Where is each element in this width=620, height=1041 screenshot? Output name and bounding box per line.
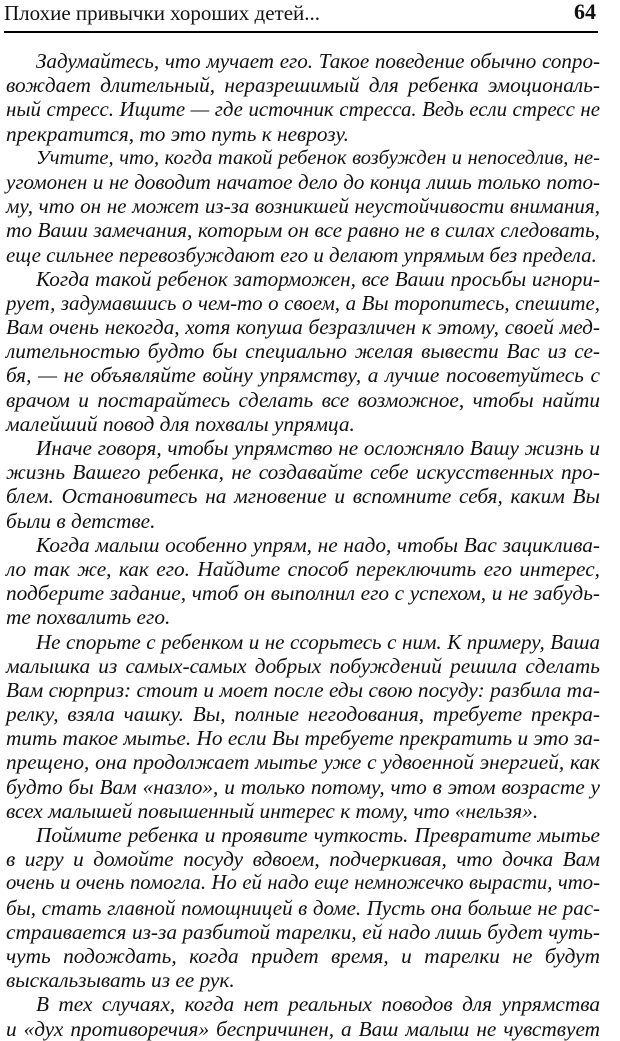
text-line: лительностью будто бы специально желая вывести Вас из се- bbox=[6, 339, 600, 364]
text-line: чуть подождать, когда придет время, и тарелки не будут bbox=[6, 943, 600, 968]
text-line: Задумайтесь, что мучает его. Такое поведение обычно сопро- bbox=[36, 49, 600, 73]
text-line: страивается из-за разбитой тарелки, ей надо лишь будет чуть- bbox=[6, 919, 600, 944]
text-line: малышка из самых-самых добрых побуждений решила сделать bbox=[6, 653, 600, 678]
text-line: были в детстве. bbox=[6, 508, 156, 533]
text-line: Когда такой ребенок заторможен, все Ваши просьбы игнори- bbox=[36, 266, 600, 291]
text-line: врачом и постарайтесь сделать все возможное, чтобы найти bbox=[6, 387, 600, 412]
text-line: му, что он не может из-за возникшей неустойчивости внимания, bbox=[6, 194, 600, 219]
text-line: очень и очень помогла. Но ей надо еще немножечко вырасти, что- bbox=[6, 872, 600, 895]
text-line: релку, взяла чашку. Вы, полные негодования, требуете прекра- bbox=[6, 702, 600, 727]
text-line: всех малышей повышенный интерес к тому, что «нельзя». bbox=[6, 798, 539, 823]
text-line: Вам очень некогда, хотя копуша безразличен к этому, своей мед- bbox=[6, 315, 600, 340]
text-line: бя, — не объявляйте войну упрямству, а лучше посоветуйтесь с bbox=[6, 363, 600, 388]
text-line: угомонен и не доводит начатое дело до конца лишь только пото- bbox=[6, 169, 600, 194]
text-line: Поймите ребенка и проявите чуткость. Превратите мытье bbox=[36, 823, 600, 847]
text-line: Не спорьте с ребенком и не ссорьтесь с ним. К примеру, Ваша bbox=[36, 629, 600, 654]
header-rule bbox=[4, 31, 598, 33]
text-line: ло так же, как его. Найдите способ переключить его интерес, bbox=[6, 556, 600, 581]
text-line: малейший повод для похвалы упрямца. bbox=[6, 411, 355, 436]
text-line: Иначе говоря, чтобы упрямство не осложняло Вашу жизнь и bbox=[36, 436, 600, 460]
text-line: Вам сюрприз: стоит и моет после еды свою посуду: разбила та- bbox=[6, 677, 600, 702]
page-header bbox=[4, 0, 596, 30]
page-number: 64 bbox=[574, 0, 596, 24]
text-line: тить такое мытье. Но если Вы требуете прекратить и это за- bbox=[6, 726, 600, 751]
text-line: выскальзывать из ее рук. bbox=[6, 968, 235, 993]
text-line: жизнь Вашего ребенка, не создавайте себе искусственных про- bbox=[6, 460, 600, 485]
text-line: прекратится, то это путь к неврозу. bbox=[6, 121, 349, 146]
text-line: ный стресс. Ищите — где источник стресса. Ведь если стресс не bbox=[6, 97, 600, 122]
text-line: то Ваши замечания, которым он все равно не в силах следовать, bbox=[6, 218, 600, 243]
text-line: рует, задумавшись о чем-то о своем, а Вы торопитесь, спешите, bbox=[6, 290, 600, 315]
text-line: подберите задание, чтоб он выполнил его с успехом, и не забудь- bbox=[6, 581, 600, 606]
text-line: еще сильнее перевозбуждают его и делают упрямым без предела. bbox=[6, 242, 597, 267]
text-line: блем. Остановитесь на мгновение и вспомните себя, каким Вы bbox=[6, 484, 600, 509]
text-line: бы, стать главной помощницей в доме. Пусть она больше не рас- bbox=[6, 895, 600, 920]
text-line: те похвалить его. bbox=[6, 605, 171, 630]
text-line: в игру и домойте посуду вдвоем, подчеркивая, что дочка Вам bbox=[6, 847, 600, 872]
text-line: Учтите, что, когда такой ребенок возбужден и непоседлив, не- bbox=[36, 146, 600, 169]
text-line: В тех случаях, когда нет реальных поводов для упрямства bbox=[36, 992, 600, 1017]
text-line: будто бы Вам «назло», и только потому, что в этом возрасте у bbox=[6, 774, 600, 799]
text-line: и «дух противоречия» беспричинен, а Ваш малыш не чувствует bbox=[6, 1016, 600, 1041]
text-line: Когда малыш особенно упрям, не надо, чтобы Вас зациклива- bbox=[36, 532, 600, 557]
text-line: вождает длительный, неразрешимый для ребенка эмоциональ- bbox=[6, 73, 600, 98]
running-title: Плохие привычки хороших детей... bbox=[4, 1, 321, 25]
text-line: прещено, она продолжает мытье уже с удвоенной энергией, как bbox=[6, 750, 600, 775]
body-text bbox=[6, 49, 600, 1041]
